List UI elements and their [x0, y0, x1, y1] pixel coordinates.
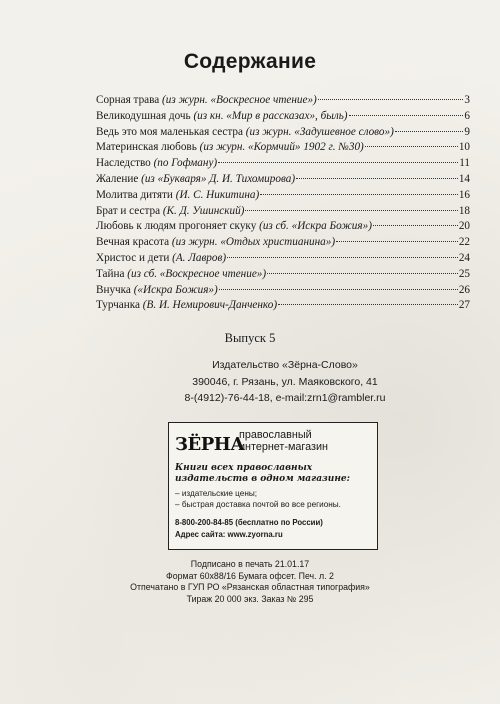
imprint-block	[60, 559, 440, 605]
toc-entry-title: Христос и дети	[96, 251, 170, 264]
imprint-circulation: Тираж 20 000 экз. Заказ № 295	[186, 593, 314, 604]
toc-leader-dots	[336, 241, 458, 242]
toc-entry-text	[96, 235, 335, 251]
toc-leader-dots	[278, 304, 458, 305]
toc-entry-text	[96, 125, 394, 141]
toc-entry-source: (из кн. «Мир в рассказах», быль)	[193, 109, 348, 122]
imprint-format: Формат 60х88/16 Бумага офсет. Печ. л. 2	[166, 570, 334, 581]
toc-entry-title: Внучка	[96, 283, 131, 296]
toc-entry-page: 18	[458, 204, 470, 217]
toc-entry-title: Наследство	[96, 157, 151, 170]
zerna-logo: ЗЁРНА	[175, 434, 245, 455]
issue-number: Выпуск 5	[224, 331, 276, 345]
ad-benefit-delivery: – быстрая доставка почтой во все регионы.	[175, 499, 341, 509]
toc-leader-dots	[219, 289, 458, 290]
toc-leader-dots	[296, 178, 458, 179]
toc-entry	[96, 172, 470, 188]
toc-entry-page: 20	[458, 220, 470, 233]
toc-entry-page: 6	[464, 109, 470, 122]
toc-leader-dots	[395, 131, 464, 132]
toc-entry-page: 14	[458, 172, 470, 185]
toc-leader-dots	[365, 146, 458, 147]
toc-entry-page: 22	[458, 236, 470, 249]
ad-benefits	[175, 489, 373, 510]
toc-entry-title: Великодушная дочь	[96, 109, 191, 122]
toc-entry-page: 11	[459, 157, 470, 170]
toc-entry-text	[96, 283, 218, 299]
toc-entry-text	[96, 188, 259, 204]
toc-entry-text	[96, 140, 364, 156]
toc-entry-source: («Искра Божия»)	[133, 283, 218, 296]
toc-entry-source: (из журн. «Задушевное слово»)	[245, 125, 394, 138]
toc-entry-text	[96, 298, 277, 314]
toc-entry-text	[96, 204, 244, 220]
toc-entry-page: 3	[464, 94, 470, 106]
toc-entry	[96, 235, 470, 251]
ad-slogan-line-2: издательств в одном магазине:	[175, 474, 350, 484]
toc-entry-source: (из журн. «Кормчий» 1902 г. №30)	[199, 141, 364, 154]
ad-headline	[239, 429, 373, 453]
toc-entry-text	[96, 93, 317, 109]
publisher-address: 390046, г. Рязань, ул. Маяковского, 41	[192, 375, 378, 388]
ad-website: Адрес сайта: www.zyorna.ru	[175, 530, 283, 539]
toc-entry-text	[96, 267, 266, 283]
shop-advertisement	[168, 422, 378, 550]
page-title: Содержание	[183, 50, 317, 73]
toc-entry	[96, 125, 470, 141]
ad-phone: 8-800-200-84-85 (бесплатно по России)	[175, 518, 323, 527]
toc-entry-title: Ведь это моя маленькая сестра	[96, 125, 243, 138]
toc-entry-title: Турчанка	[96, 299, 140, 312]
publisher-name: Издательство «Зёрна-Слово»	[212, 359, 358, 371]
toc-entry-text	[96, 109, 348, 125]
ad-benefit-prices: – издательские цены;	[175, 489, 258, 498]
toc-entry-title: Тайна	[96, 267, 125, 280]
toc-entry	[96, 204, 470, 220]
toc-entry-title: Материнская любовь	[96, 141, 197, 154]
toc-entry	[96, 93, 470, 109]
table-of-contents	[96, 93, 470, 314]
toc-entry-title: Жаление	[96, 172, 139, 185]
toc-entry-source: (из сб. «Воскресное чтение»)	[127, 267, 267, 280]
toc-entry-source: (А. Лавров)	[172, 251, 227, 264]
toc-entry-title: Молитва дитяти	[96, 188, 173, 201]
publisher-contacts: 8-(4912)-76-44-18, e-mail:zrn1@rambler.ru	[184, 392, 386, 404]
toc-entry	[96, 267, 470, 283]
toc-leader-dots	[349, 115, 464, 116]
toc-entry	[96, 140, 470, 156]
ad-headline-line-2: интернет-магазин	[239, 441, 328, 453]
toc-entry-text	[96, 219, 372, 235]
toc-entry-source: (из «Букваря» Д. И. Тихомирова)	[141, 172, 296, 185]
toc-entry-title: Брат и сестра	[96, 204, 161, 217]
toc-entry-page: 27	[458, 299, 470, 312]
toc-entry-page: 26	[458, 283, 470, 296]
toc-entry	[96, 156, 470, 172]
publisher-block	[150, 357, 420, 407]
toc-leader-dots	[227, 257, 458, 258]
toc-leader-dots	[267, 273, 458, 274]
toc-entry-source: (по Гофману)	[153, 157, 218, 170]
toc-leader-dots	[260, 194, 458, 195]
toc-entry-text	[96, 172, 295, 188]
toc-entry-page: 25	[458, 267, 470, 280]
toc-entry-source: (И. С. Никитина)	[175, 188, 260, 201]
toc-entry-title: Вечная красота	[96, 236, 170, 249]
imprint-printer: Отпечатано в ГУП РО «Рязанская областная типография»	[130, 582, 370, 593]
toc-entry-title: Любовь к людям прогоняет скуку	[96, 220, 257, 233]
toc-leader-dots	[373, 225, 458, 226]
toc-entry-source: (из журн. «Воскресное чтение»)	[162, 94, 317, 106]
toc-entry-page: 24	[458, 251, 470, 264]
toc-entry	[96, 283, 470, 299]
toc-entry-source: (В. И. Немирович-Данченко)	[142, 299, 278, 312]
toc-entry	[96, 109, 470, 125]
toc-leader-dots	[218, 162, 458, 163]
toc-entry	[96, 188, 470, 204]
ad-contacts	[175, 517, 373, 541]
toc-entry-page: 10	[458, 141, 470, 154]
toc-entry	[96, 251, 470, 267]
ad-slogan	[175, 463, 371, 485]
toc-entry-source: (из сб. «Искра Божия»)	[259, 220, 372, 233]
ad-slogan-line-1: Книги всех православных	[175, 463, 313, 473]
ad-headline-line-1: православный	[239, 429, 312, 441]
imprint-signed: Подписано в печать 21.01.17	[190, 559, 310, 569]
toc-entry-text	[96, 251, 226, 267]
toc-entry	[96, 219, 470, 235]
toc-entry-text	[96, 156, 217, 172]
toc-entry-page: 16	[458, 188, 470, 201]
toc-leader-dots	[318, 99, 464, 100]
toc-entry-title: Сорная трава	[96, 94, 160, 106]
toc-entry-source: (из журн. «Отдых христианина»)	[171, 236, 336, 249]
toc-entry	[96, 298, 470, 314]
toc-entry-source: (К. Д. Ушинский)	[162, 204, 245, 217]
toc-leader-dots	[245, 210, 457, 211]
toc-entry-page: 9	[464, 125, 470, 138]
